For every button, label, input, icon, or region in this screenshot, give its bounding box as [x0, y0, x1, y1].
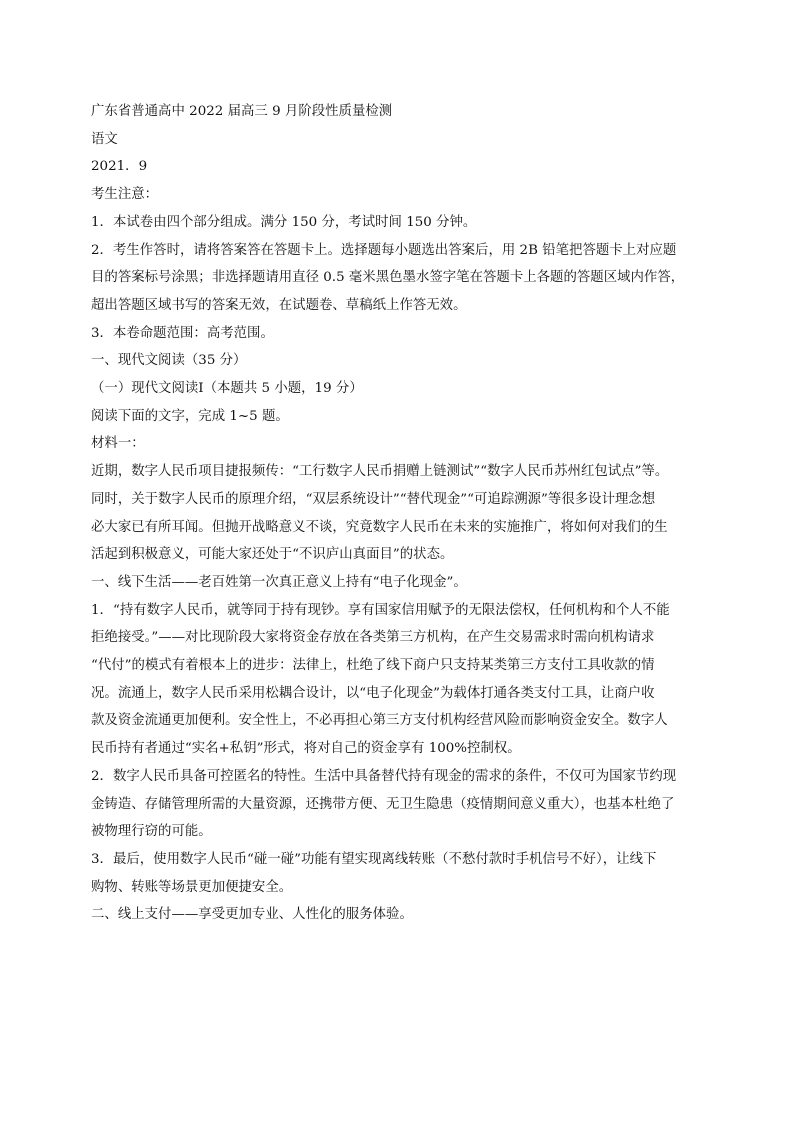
body-line: 款及资金流通更加便利。安全性上，不必再担心第三方支付机构经营风险而影响资金安全。数字人: [91, 713, 668, 729]
notice-item: 1．本试卷由四个部分组成。满分 150 分，考试时间 150 分钟。: [91, 214, 477, 230]
document-content: [91, 98, 703, 929]
body-line: 金铸造、存储管理所需的大量资源，还携带方便、无卫生隐患（疫情期间意义重大），也基本杜绝了: [91, 796, 675, 812]
body-line: 购物、转账等场景更加便捷安全。: [91, 879, 293, 895]
notice-item: 目的答案标号涂黑；非选择题请用直径 0.5 毫米黑色墨水签字笔在答题卡上各题的答题区域内作答，: [91, 270, 685, 286]
body-line: “代付”的模式有着根本上的进步：法律上，杜绝了线下商户只支持某类第三方支付工具收款的情: [91, 658, 655, 674]
section-heading: 一、现代文阅读（35 分）: [91, 353, 247, 369]
exam-date: 2021．9: [91, 159, 148, 175]
body-line: 必大家已有所耳闻。但抛开战略意义不谈，究竟数字人民币在未来的实施推广，将如何对我们的生: [91, 519, 668, 535]
exam-title: 广东省普通高中 2022 届高三 9 月阶段性质量检测: [91, 104, 393, 119]
body-line: 被物理行窃的可能。: [91, 824, 212, 840]
body-line: 1．“持有数字人民币，就等同于持有现钞。享有国家信用赋予的无限法偿权，任何机构和个人不能: [91, 602, 670, 618]
body-line: 近期，数字人民币项目捷报频传：“工行数字人民币捐赠上链测试”“数字人民币苏州红包试点”等。: [91, 464, 669, 480]
body-line: 同时，关于数字人民币的原理介绍，“双层系统设计”“替代现金”“可追踪溯源”等很多设计理念想: [91, 491, 656, 507]
body-line: 活起到积极意义，可能大家还处于“不识庐山真面目”的状态。: [91, 547, 454, 563]
body-line: 一、线下生活——老百姓第一次真正意义上持有“电子化现金”。: [91, 574, 467, 590]
body-line: 民币持有者通过“实名+私钥”形式，将对自己的资金享有 100%控制权。: [91, 741, 521, 757]
notice-item: 3．本卷命题范围：高考范围。: [91, 325, 274, 341]
body-line: 况。流通上，数字人民币采用松耦合设计，以“电子化现金”为载体打通各类支付工具，让商户收: [91, 685, 655, 701]
section-subheading: （一）现代文阅读Ⅰ（本题共 5 小题，19 分）: [91, 381, 363, 397]
body-line: 3．最后，使用数字人民币“碰一碰”功能有望实现离线转账（不愁付款时手机信号不好），让线下: [91, 851, 657, 867]
notice-label: 考生注意：: [91, 187, 159, 203]
subject-label: 语文: [91, 131, 118, 147]
body-line: 拒绝接受。”——对比现阶段大家将资金存放在各类第三方机构，在产生交易需求时需向机构请求: [91, 630, 655, 646]
body-line: 二、线上支付——享受更加专业、人性化的服务体验。: [91, 907, 413, 923]
body-line: 2．数字人民币具备可控匿名的特性。生活中具备替代持有现金的需求的条件，不仅可为国家节约现: [91, 768, 677, 784]
notice-item: 2．考生作答时，请将答案答在答题卡上。选择题每小题选出答案后，用 2B 铅笔把答题卡上对应题: [91, 242, 677, 258]
reading-instruction: 阅读下面的文字，完成 1~5 题。: [91, 408, 289, 424]
notice-item: 超出答题区域书写的答案无效，在试题卷、草稿纸上作答无效。: [91, 297, 467, 313]
material-label: 材料一：: [91, 436, 145, 452]
